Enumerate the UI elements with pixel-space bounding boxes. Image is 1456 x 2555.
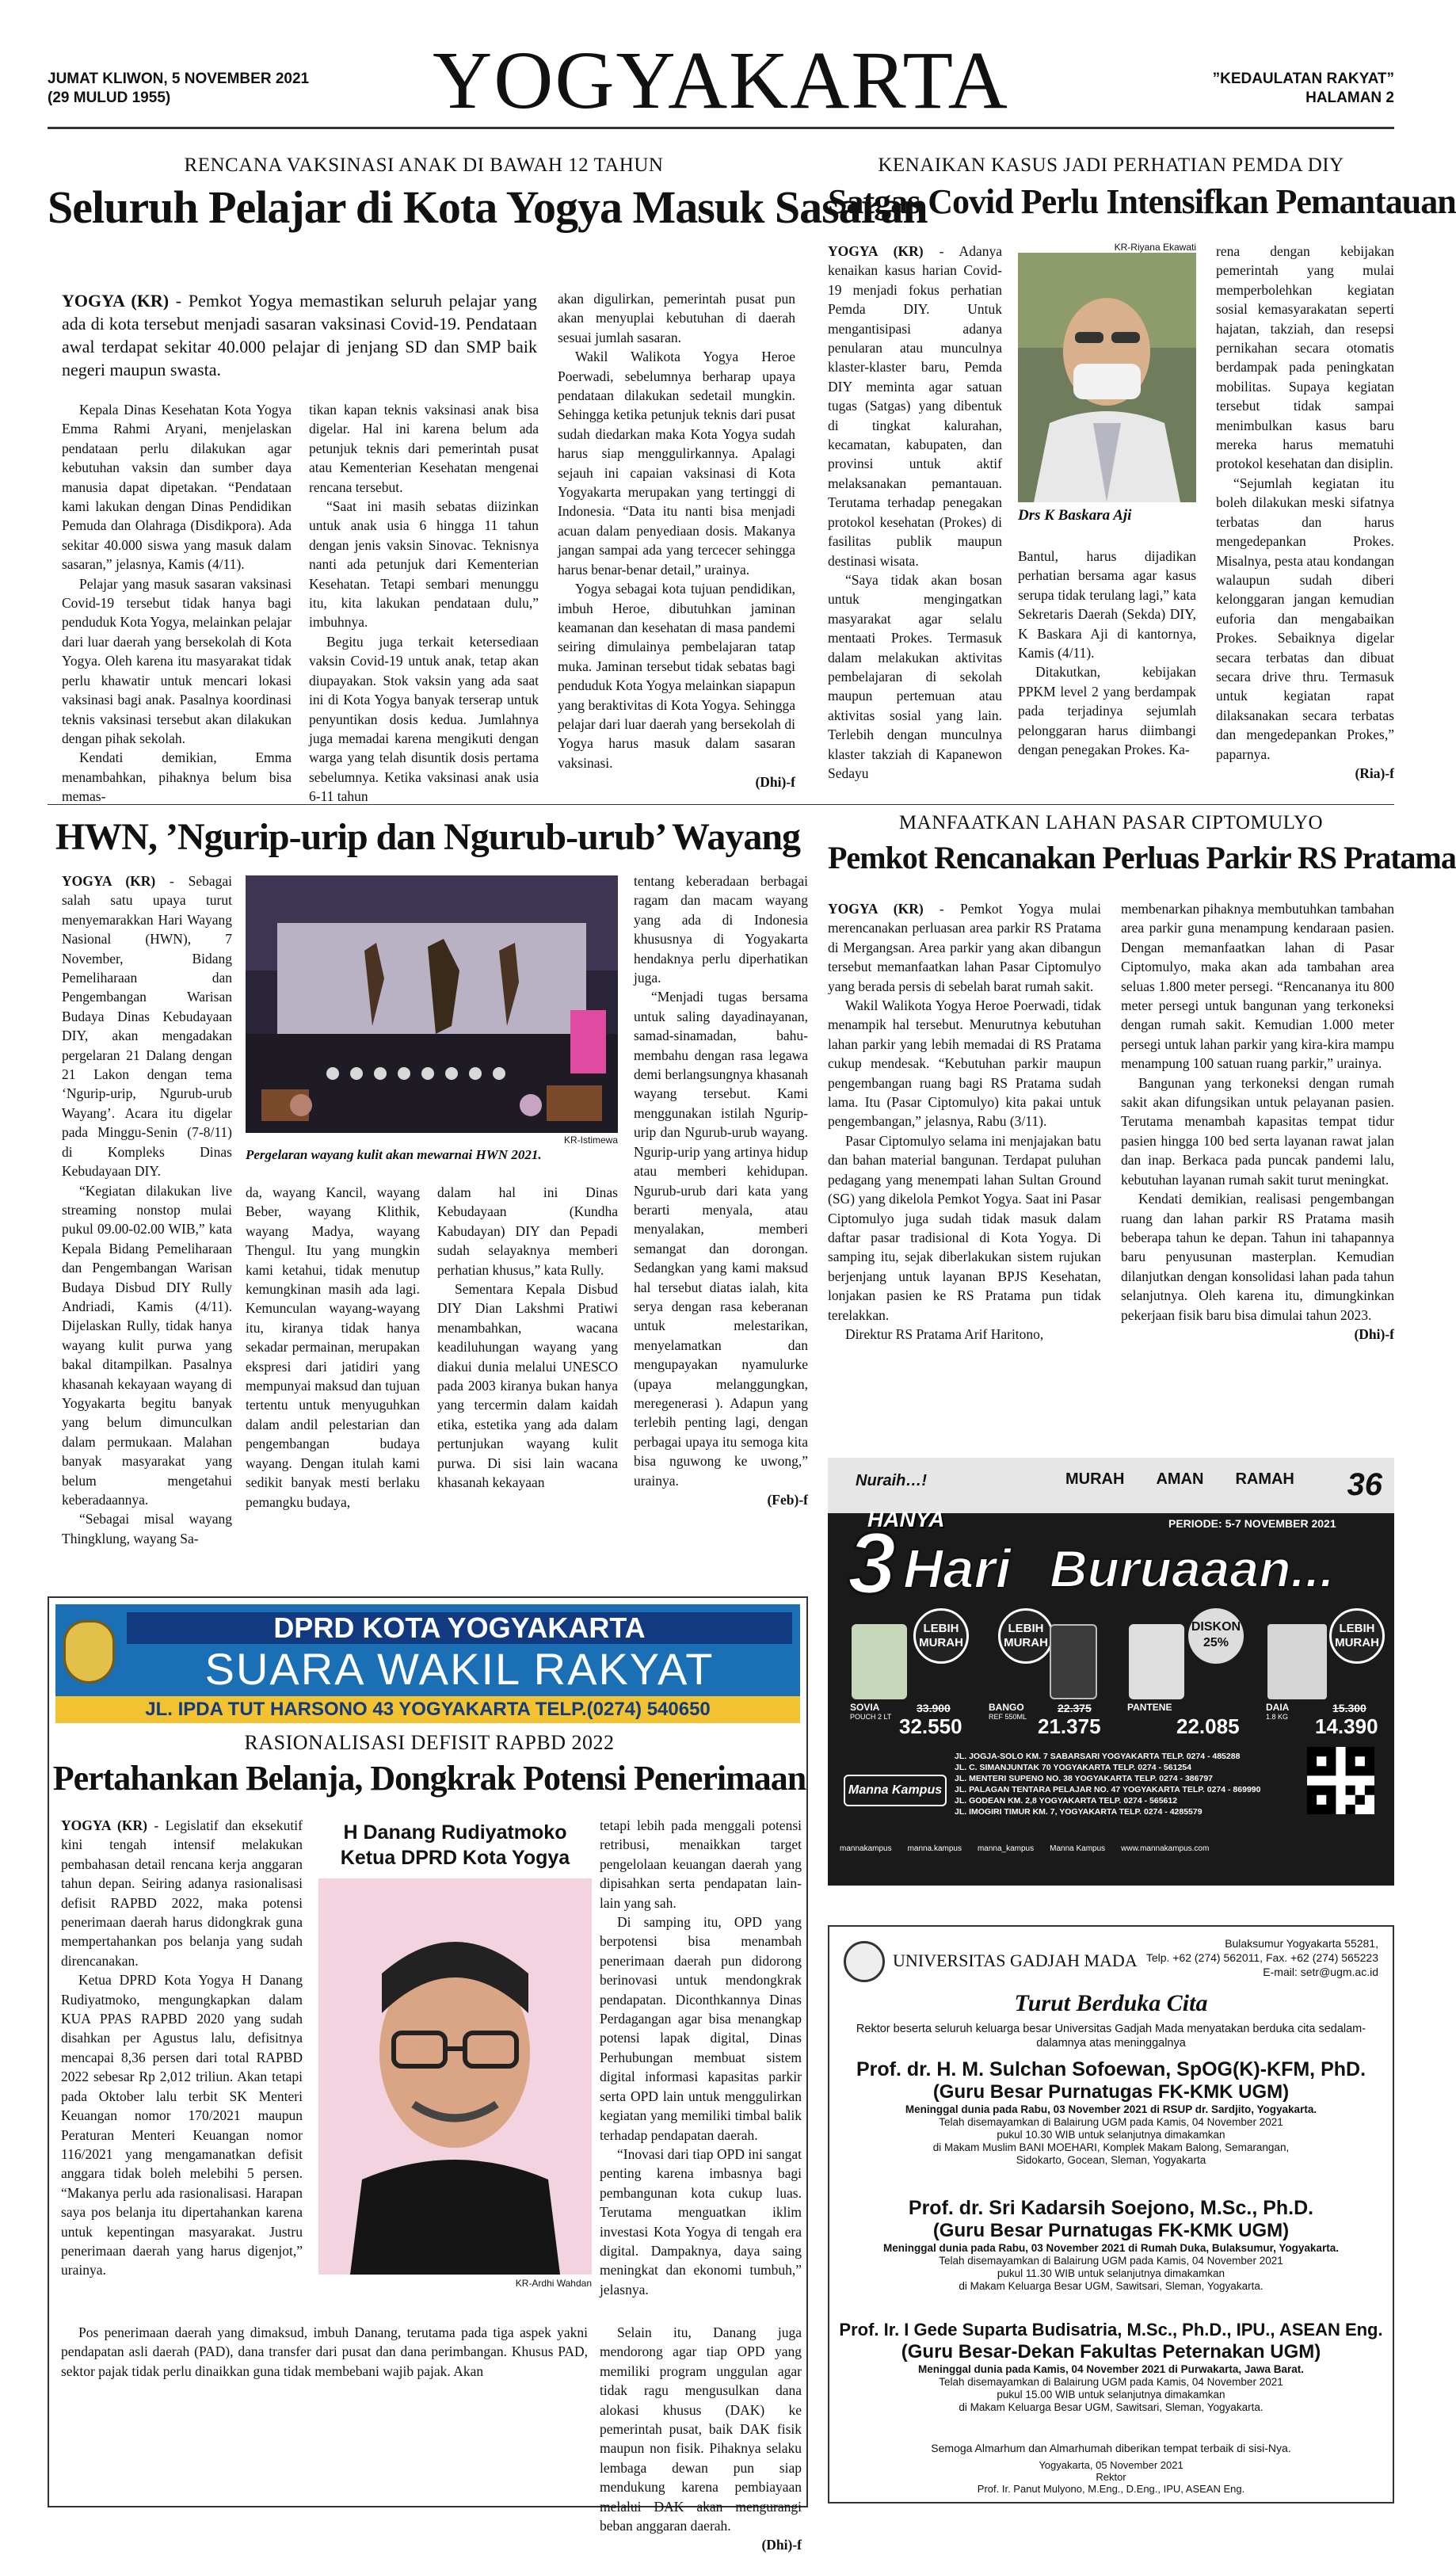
sign-place: Yogyakarta, 05 November 2021 — [1039, 2459, 1183, 2471]
ugm-logo-icon — [844, 1941, 885, 1982]
article-column — [600, 1816, 802, 2323]
store-address: JL. C. SIMANJUNTAK 70 YOGYAKARTA TELP. 0274 - 561254 — [955, 1763, 1191, 1772]
ad-hanya: HANYA — [867, 1507, 945, 1531]
ad-banner-text: Nuraih…! — [856, 1472, 927, 1489]
article-column — [246, 1183, 420, 1563]
paragraph: akan digulirkan, pemerintah pusat pun akan menyuplai kebutuhan di daerah sesuai jumlah sasaran. — [558, 291, 795, 345]
article-column — [1216, 242, 1394, 804]
paragraph: “Menjadi tugas bersama untuk saling dayadinayanan, samad-sinamadan, bahu-membahu dengan rasa legawa demi berlangsungnya khasanah wayang tersebut. Kami menggunakan istilah Ngurip-urip dan Ngurub-urub wayang. Ngurip-urip yang artinya hidup atau memberi kehidupan. Ngurub-urub dari kata yang berarti menyala, atau menyalakan, memberi semangat dan dorongan. Sedangkan yang kami maksud hal tersebut diatas ialah, kita serya dengan rasa keberanan untuk melestarikan, menyelamatkan dan mengupayakan nyamulurke (upaya melanggungkan, meregenerasi ). Adapun yang terlebih penting lagi, dengan perbagai upaya itu semoga kita bisa nguwong ke uwong,” urainya. — [634, 989, 808, 1489]
sign-name: Prof. Ir. Panut Mulyono, M.Eng., D.Eng., IPU, ASEAN Eng. — [977, 2483, 1245, 2495]
article-column — [828, 899, 1101, 1414]
person-name: Prof. dr. H. M. Sulchan Sofoewan, SpOG(K)-KFM, PhD. — [856, 2058, 1366, 2080]
product-card — [982, 1608, 1109, 1739]
article-column — [61, 2323, 588, 2505]
paragraph: “Kegiatan dilakukan live streaming nonstop mulai pukul 09.00-02.00 WIB,” kata Kepala Bidang Pemeliharaan dan Pengembangan Warisan Budaya Disbud DIY Rully Andriadi, Kamis (4/11). Dijelaskan Rully, tidak hanya wayang kulit purwa yang bakal ditampilkan. Pasalnya khasanah kekayaan wayang di Yogyakarta begitu banyak yang belum dimunculkan dalam permukaan. Malahan banyak masyarakat yang belum mengetahui keberadaannya. — [62, 1182, 232, 1508]
page-label — [1213, 70, 1394, 108]
article-satgas — [828, 154, 1456, 804]
section-title: YOGYAKARTA — [433, 35, 1009, 126]
store-address: JL. MENTERI SUPENO NO. 38 YOGYAKARTA TELP. 0274 - 386797 — [955, 1774, 1214, 1783]
ad-big-word: Hari — [903, 1538, 1012, 1600]
article-kicker: MANFAATKAN LAHAN PASAR CIPTOMULYO — [898, 812, 1324, 833]
paragraph: Yogya sebagai kota tujuan pendidikan, imbuh Heroe, dibutuhkan jaminan keamanan dan kesehatan di masa pandemi seiring dimulainya pembelajaran tatap muka. Jaminan tersebut tidak sebatas bagi penduduk Kota Yogya melainkan siapapun yang beraktivitas di Kota Yogya. Sehingga pelajar dari luar daerah yang bersekolah di Yogya harus masuk dalam sasaran vaksinasi. — [558, 581, 795, 771]
article-column — [600, 2323, 802, 2553]
dprd-crest-icon — [63, 1620, 115, 1684]
product-old-price: 33.900 — [917, 1702, 951, 1714]
paragraph: Wakil Walikota Yogya Heroe Poerwadi, tidak menampik hal tersebut. Menurutnya kebutuhan lahan parkir yang lebih memadai di RS Pratama cukup mendesak. “Kebutuhan parkir maupun pengembangan ruang bagi RS Pratama sudah lama. Itu (Pasar Ciptomulyo) kita pakai untuk pengembangan,” jelasnya, Rabu (3/11). — [828, 997, 1101, 1130]
article-headline: HWN, ’Ngurip-urip dan Ngurub-urub’ Wayang — [55, 816, 801, 858]
product-image — [852, 1624, 907, 1699]
ad-period: PERIODE: 5-7 NOVEMBER 2021 — [1168, 1517, 1336, 1530]
paragraph: Selain itu, Danang juga mendorong agar tiap OPD yang memiliki program unggulan agar tidak ragu mengusulkan dana alokasi khusus (DAK) ke pemerintah pusat, baik DAK fisik maupun non fisik. Pihaknya selaku lembaga dewan pun siap mendukung karena pembiayaan melalui DAK akan mengurangi beban anggaran daerah. — [600, 2324, 802, 2534]
paragraph: - Pemkot Yogya mulai merencanakan perluasan area parkir RS Pratama di Mergangsan. Area parkir yang akan dibangun tersebut memanfaatkan lahan Pasar Ciptomulyo yang berada persis di sebelah barat rumah sakit. — [828, 901, 1101, 994]
paragraph: Ditakutkan, kebijakan PPKM level 2 yang berdampak pada terjadinya sejumlah pelonggaran harus diimbangi dengan penegakan Prokes. Ka- — [1018, 664, 1196, 758]
ugm-person — [837, 2319, 1385, 2414]
product-card — [1260, 1608, 1386, 1739]
paragraph: tetapi lebih pada menggali potensi retribusi, menaikkan target pengelolaan keuangan daerah yang dipisahkan serta pendapatan lain-lain yang sah. — [600, 1817, 802, 1911]
product-image — [1267, 1624, 1327, 1699]
person-detail: Meninggal dunia pada Rabu, 03 November 2021 di RSUP dr. Sardjito, Yogyakarta. — [905, 2103, 1317, 2115]
paragraph: membenarkan pihaknya membutuhkan tambahan area parkir guna menampung kendaraan pasien. Dengan memanfaatkan lahan di Pasar Ciptomulyo, maka akan ada tambahan area seluas 1.800 meter persegi. “Rencananya itu 800 meter persegi untuk bangunan yang terkoneksi dengan rumah sakit. Kemudian 1.000 meter persegi untuk lahan parkir yang kira-kira mampu menampung 100 satuan ruang parkir,” urainya. — [1121, 901, 1394, 1072]
social-link: www.mannakampus.com — [1121, 1844, 1210, 1853]
product-price: 32.550 — [899, 1714, 962, 1738]
article-wayang — [48, 812, 808, 1565]
photo-caption: Drs K Baskara Aji — [1018, 507, 1132, 524]
paragraph: Di samping itu, OPD yang berpotensi bisa menambah penerimaan daerah pun didorong berinovasi untuk mendongkrak pendapatan. Diconthkannya Dinas Perdagangan agar bisa menangkap potensi lapak digital, Dinas Perhubungan membuat sistem digital informasi kapasitas parkir serta OPD lain untuk menggulirkan kegiatan yang memiliki timbal balik terhadap pendapatan daerah. — [600, 1914, 802, 2143]
photo-credit: KR-Ardhi Wahdan — [515, 2278, 592, 2289]
article-dateline: YOGYA (KR) — [828, 243, 924, 259]
paragraph: - Sebagai salah satu upaya turut menyemarakkan Hari Wayang Nasional (HWN), 7 November, Bidang Pemeliharaan dan Pengembangan Warisan Budaya Dinas Kebudayaan DIY, akan mengadakan pergelaran 21 Dalang dengan 21 Lakon dengan tema ‘Ngurip-urip, Ngurub-urub Wayang’. Acara itu digelar pada Minggu-Senin (7-8/11) di Kompleks Dinas Kebudayaan DIY. — [62, 873, 232, 1180]
paragraph: “Sebagai misal wayang Thingklung, wayang Sa- — [62, 1511, 232, 1546]
paragraph: Begitu juga terkait ketersediaan vaksin Covid-19 untuk anak, tetap akan diupayakan. Stok vaksin yang ada saat ini di Kota Yogya banyak terserap untuk penyuntikan dosis kedua. Jumlahnya juga memadai karena mengikuti dengan warga yang telah disuntik dosis pertama sebelumnya. Ketika vaksinasi anak usia 6-11 tahun — [309, 633, 539, 805]
store-address: JL. PALAGAN TENTARA PELAJAR NO. 47 YOGYAKARTA TELP. 0274 - 869990 — [955, 1785, 1261, 1794]
ad-anniversary: 36 — [1347, 1467, 1382, 1502]
paragraph: Bantul, harus dijadikan perhatian bersama agar kasus serupa tidak terulang lagi,” kata Sekretaris Daerah (Sekda) DIY, K Baskara Aji di kantornya, Kamis (4/11). — [1018, 548, 1196, 662]
product-price: 14.390 — [1315, 1714, 1378, 1738]
person-name: Prof. Ir. I Gede Suparta Budisatria, M.Sc., Ph.D., IPU., ASEAN Eng. — [839, 2320, 1383, 2340]
paragraph: Direktur RS Pratama Arif Haritono, — [845, 1325, 1044, 1342]
ugm-condolence — [828, 1925, 1394, 2504]
person-detail: Meninggal dunia pada Kamis, 04 November 2021 di Purwakarta, Jawa Barat. — [918, 2363, 1304, 2375]
divider — [48, 804, 1394, 805]
person-detail: di Makam Keluarga Besar UGM, Sawitsari, Sleman, Yogyakarta. — [959, 2401, 1264, 2413]
article-photo — [246, 875, 618, 1169]
article-signoff: (Feb)-f — [767, 1492, 808, 1508]
sign-role: Rektor — [1096, 2471, 1126, 2483]
product-image — [1050, 1624, 1097, 1699]
portrait-photo — [318, 1878, 592, 2275]
social-link: manna.kampus — [907, 1844, 962, 1853]
person-detail: pukul 11.30 WIB untuk selanjutnya dimakamkan — [997, 2267, 1225, 2279]
product-old-price: 22.375 — [1058, 1702, 1092, 1714]
article-column — [437, 1183, 618, 1563]
product-card — [1121, 1608, 1248, 1739]
issue-date-line2: (29 MULUD 1955) — [48, 90, 171, 106]
ad-products — [844, 1608, 1382, 1739]
article-signoff: (Dhi)-f — [1354, 1325, 1394, 1342]
paragraph: Pasar Ciptomulyo selama ini menjajakan batu dan bahan material bangunan. Terdapat puluhan pedagang yang menempati lahan Sultan Ground (SG) yang dikelola Pemkot Yogya. Saat ini Pasar Ciptomulyo juga sudah tidak masuk dalam daftar pasar tradisional di Kota Yogya. Di samping itu, sejak diberlakukan sistem rujukan berjenjang untuk layanan BPJS Kesehatan, lonjakan pasien ke RS Pratama pun tidak terelakkan. — [828, 1132, 1101, 1323]
issue-date-line1: JUMAT KLIWON, 5 NOVEMBER 2021 — [48, 71, 310, 87]
paragraph: Kendati demikian, Emma menambahkan, pihaknya belum bisa memas- — [62, 749, 292, 805]
article-dateline: YOGYA (KR) — [61, 1817, 147, 1833]
store-addresses — [955, 1751, 1295, 1817]
qr-code-icon — [1307, 1747, 1374, 1814]
article-column — [309, 400, 539, 804]
ugm-title: Turut Berduka Cita — [1014, 1990, 1208, 2016]
paragraph: Kepala Dinas Kesehatan Kota Yogya Emma Rahmi Aryani, menjelaskan pendataan perlu dilakukan agar kebutuhan vaksin dan sumber daya manusia dapat dipetakan. “Pendataan kami lakukan dengan Dinas Pendidikan Pemuda dan Olahraga (Disdikpora). Ada sekitar 40.000 siswa yang masuk dalam sasaran,” jelasnya, Kamis (4/11). — [62, 402, 292, 573]
article-photo — [1018, 242, 1196, 539]
product-name: BANGO — [989, 1702, 1024, 1713]
photo-credit: KR-Riyana Ekawati — [1114, 242, 1196, 253]
paragraph: rena dengan kebijakan pemerintah yang mulai memperbolehkan kegiatan sosial kemasyarakatan seperti hajatan, takziah, dan resepsi pernikahan secara otomatis berdampak pada peningkatan mobilitas. Supaya kegiatan tersebut tidak sampai menimbulkan kasus baru mereka harus mematuhi protokol kesehatan dan disiplin. — [1216, 243, 1394, 472]
article-column — [558, 289, 795, 804]
person-detail: di Makam Keluarga Besar UGM, Sawitsari, Sleman, Yogyakarta. — [959, 2280, 1264, 2292]
masthead-rule — [48, 127, 1394, 129]
ugm-address-line: Bulaksumur Yogyakarta 55281, — [1225, 1937, 1378, 1950]
article-column — [634, 871, 808, 1569]
dprd-banner — [55, 1604, 800, 1723]
price-badge: LEBIH MURAH — [998, 1608, 1054, 1664]
person-detail: pukul 10.30 WIB untuk selanjutnya dimakamkan — [997, 2129, 1225, 2141]
person-detail: Sidokarto, Gocean, Sleman, Yogyakarta — [1016, 2154, 1206, 2166]
ugm-name: UNIVERSITAS GADJAH MADA — [893, 1951, 1138, 1970]
ugm-person — [837, 2057, 1385, 2167]
social-link: manna_kampus — [977, 1844, 1035, 1853]
dprd-address-text: JL. IPDA TUT HARSONO 43 YOGYAKARTA TELP.(0274) 540650 — [145, 1699, 711, 1720]
product-sub: REF 550ML — [989, 1713, 1027, 1721]
person-detail: pukul 15.00 WIB untuk selanjutnya dimakamkan — [997, 2389, 1225, 2401]
ugm-signature — [829, 2459, 1393, 2495]
page-number: HALAMAN 2 — [1305, 90, 1394, 106]
product-price: 21.375 — [1038, 1714, 1101, 1738]
person-role: (Guru Besar-Dekan Fakultas Peternakan UGM) — [901, 2341, 1321, 2362]
paragraph: - Legislatif dan eksekutif kini tengah intensif melakukan pembahasan detail rencana kerja anggaran tahun depan. Seiring adanya rasionalisasi defisit RAPBD 2022, maka potensi penerimaan daerah harus didongkrak guna mempertahankan pos belanja yang sudah direncanakan. — [61, 1817, 303, 1969]
paragraph: Ketua DPRD Kota Yogya H Danang Rudiyatmoko, mengungkapkan dalam KUA PPAS RAPBD 2020 yang sudah disahkan per Agustus lalu, defisitnya mencapai 8,36 persen dari total RAPBD 2022 sebesar Rp 2,012 triliun. Akan tetapi pada Oktober lalu terbit SK Menteri Keuangan nomor 170/2021 maupun Peraturan Menteri Keuangan nomor 116/2021 yang mengamanatkan defisit anggara tidak boleh melebihi 5 persen. “Makanya perlu ada rasionalisasi. Harapan saya pos belanja itu dipertahankan karena untuk kepentingan masyarakat. Justru penerimaan daerah yang harus digenjot,” urainya. — [61, 1972, 303, 2279]
person-detail: di Makam Muslim BANI MOEHARI, Komplek Makam Balong, Semarangan, — [932, 2141, 1290, 2153]
price-badge: LEBIH MURAH — [1329, 1608, 1385, 1664]
product-sub: 1.8 KG — [1266, 1713, 1289, 1721]
article-column — [1018, 547, 1196, 804]
newspaper-name: ”KEDAULATAN RAKYAT” — [1212, 71, 1394, 87]
person-detail: Meninggal dunia pada Rabu, 03 November 2021 di Rumah Duka, Bulaksumur, Yogyakarta. — [883, 2242, 1339, 2254]
product-name: PANTENE — [1127, 1702, 1172, 1713]
paragraph: “Inovasi dari tiap OPD ini sangat penting karena imbasnya bagi pembangunan kota cukup luas. Terutama menguatkan iklim investasi Kota Yogya di tengah era digital. Dampaknya, daya saing meningkat dan ekonomi tumbuh,” jelasnya. — [600, 2145, 802, 2298]
article-dateline: YOGYA (KR) — [62, 873, 156, 889]
article-signoff: (Dhi)-f — [755, 774, 795, 791]
portrait-subtitle: Ketua DPRD Kota Yogya — [340, 1847, 570, 1869]
paragraph: dalam hal ini Dinas Kebudayaan (Kundha Kabudayan) DIY dan Pepadi sudah selayaknya memberi perhatian khusus,” kata Rully. — [437, 1184, 618, 1278]
paragraph: “Saat ini masih sebatas diizinkan untuk anak usia 6 hingga 11 tahun dengan jenis vaksin Sinovac. Teknisnya nanti ada petunjuk dari Kementerian Kesehatan. Tetapi sembari menunggu itu, kita lakukan pendataan dulu,” imbuhnya. — [309, 498, 539, 631]
portrait-title: H Danang Rudiyatmoko — [343, 1821, 567, 1844]
paragraph: - Adanya kenaikan kasus harian Covid-19 menjadi fokus perhatian Pemda DIY. Untuk mengantisipasi adanya penularan atau munculnya klaster-klaster baru, Pemda DIY meminta agar satuan tugas (Satgas) yang dibentuk di tingkat kalurahan, kecamatan, kabupaten, dan provinsi untuk aktif melaksanakan pemantauan. Terutama terhadap penegakan protokol kesehatan (Prokes) di fasilitas publik maupun destinasi wisata. — [828, 243, 1002, 569]
ad-tag: RAMAH — [1235, 1470, 1294, 1488]
person-role: (Guru Besar Purnatugas FK-KMK UGM) — [932, 2081, 1290, 2103]
portrait-photo — [1018, 253, 1196, 502]
paragraph: da, wayang Kancil, wayang Beber, wayang Klithik, wayang Madya, wayang Thengul. Itu yang mungkin kami ketahui, tidak menutup kemungkinan masih ada lagi. Kemunculan wayang-wayang itu, kiranya tidak hanya sekadar permainan, merupakan ekspresi dari jatidiri yang mempunyai maksud dan tujuan tertentu untuk menyuguhkan dalam andil pelestarian dan pengembangan budaya wayang. Dengan itulah kami sedikit banyak mesti berlaku pemangku budaya, — [246, 1184, 420, 1510]
product-name: DAIA — [1266, 1702, 1290, 1713]
ugm-address-line: E-mail: setr@ugm.ac.id — [1263, 1966, 1378, 1978]
person-detail: Telah disemayamkan di Balairung UGM pada Kamis, 04 November 2021 — [939, 2376, 1283, 2388]
ad-tags — [1065, 1470, 1294, 1489]
dprd-banner-title: DPRD KOTA YOGYAKARTA — [273, 1611, 646, 1644]
paragraph: Pos penerimaan daerah yang dimaksud, imbuh Danang, terutama pada tiga aspek yakni pendapatan asli daerah (PAD), dana transfer dari pusat dan dana perimbangan. Khusus PAD, sektor pajak tidak perlu dinaikkan guna tidak membebani wajib pajak. Akan — [61, 2324, 588, 2379]
article-column — [61, 1816, 303, 2323]
ad-tag: AMAN — [1156, 1470, 1204, 1488]
masthead — [48, 35, 1394, 126]
article-column — [828, 242, 1002, 804]
social-link: mannakampus — [840, 1844, 892, 1853]
paragraph: Wakil Walikota Yogya Heroe Poerwadi, sebelumnya berharap upaya pendataan dilakukan sedetail mungkin. Sehingga ketika petunjuk teknis dari pusat sudah diedarkan maka Kota Yogya sudah harus siap menggulirkannya. Apalagi sejauh ini capaian vaksinasi di Kota Yogyakarta merupakan yang tertinggi di Indonesia. “Data itu nanti bisa menjadi acuan dalam penyediaan dosis. Makanya jangan sampai ada yang tercecer sehingga harus benar-benar detail,” urainya. — [558, 349, 795, 578]
article-kicker: RASIONALISASI DEFISIT RAPBD 2022 — [244, 1731, 615, 1754]
article-headline: Pertahankan Belanja, Dongkrak Potensi Penerimaan — [52, 1759, 806, 1798]
paragraph: “Saya tidak akan bosan untuk mengingatkan masyarakat agar selalu mentaati Prokes. Termasuk dalam melakukan aktivitas pembelajaran di sekolah maupun pertemuan atau aktivitas sosial yang lain. Terlebih dengan munculnya klaster takziah di Kapanewon Sedayu — [828, 571, 1002, 781]
ugm-person — [837, 2196, 1385, 2293]
article-parkir — [828, 812, 1456, 1414]
article-kicker: KENAIKAN KASUS JADI PERHATIAN PEMDA DIY — [878, 154, 1344, 176]
ugm-address — [1146, 1936, 1378, 1979]
product-old-price: 15.300 — [1332, 1702, 1366, 1714]
article-dateline: YOGYA (KR) — [828, 901, 924, 917]
dprd-banner-main: SUARA WAKIL RAKYAT — [204, 1644, 715, 1694]
photo-caption: Pergelaran wayang kulit akan mewarnai HWN 2021. — [246, 1147, 542, 1162]
store-address: JL. IMOGIRI TIMUR KM. 7, YOGYAKARTA TELP. 0274 - 4285579 — [955, 1807, 1203, 1817]
dprd-portrait — [318, 1820, 592, 2319]
social-links — [840, 1844, 1386, 1853]
article-column — [62, 400, 292, 804]
paragraph: Pelajar yang masuk sasaran vaksinasi Covid-19 tersebut tidak hanya bagi penduduk Kota Yogya, melainkan pelajar dari luar daerah yang bersekolah di Kota Yogya. Oleh karena itu masyarakat tidak perlu khawatir untuk mencari lokasi vaksinasi bagi anak. Pasalnya koordinasi teknis vaksinasi tersebut akan dilakukan dengan pihak sekolah. — [62, 575, 292, 746]
article-headline: Pemkot Rencanakan Perluas Parkir RS Pratama — [828, 840, 1456, 875]
article-lead — [62, 289, 537, 381]
store-logo: Manna Kampus — [844, 1775, 947, 1806]
photo-credit: KR-Istimewa — [563, 1134, 618, 1146]
paragraph: tikan kapan teknis vaksinasi anak bisa digelar. Hal ini karena belum ada petunjuk teknis dari pemerintah pusat atau Kementerian Kesehatan mengenai rencana tersebut. — [309, 402, 539, 495]
product-name: SOVIA — [850, 1702, 880, 1713]
product-price: 22.085 — [1176, 1714, 1240, 1738]
person-detail: Telah disemayamkan di Balairung UGM pada Kamis, 04 November 2021 — [939, 2255, 1283, 2267]
ad-tag: MURAH — [1065, 1470, 1125, 1488]
store-address: JL. GODEAN KM. 2,8 YOGYAKARTA TELP. 0274 - 565612 — [955, 1796, 1178, 1806]
article-column — [62, 871, 232, 1569]
ad-big-number: 3 — [848, 1515, 897, 1612]
product-sub: POUCH 2 LT — [850, 1713, 892, 1721]
product-card — [844, 1608, 970, 1739]
discount-badge: DISKON 25% — [1188, 1608, 1244, 1664]
paragraph: “Sejumlah kegiatan itu boleh dilakukan meski sifatnya terbatas dan harus mengedepankan Prokes. Misalnya, pesta atau kondangan walaupun sudah diberi kelonggaran jangan kemudian euforia dan mengabaikan Prokes. Sebaiknya digelar secara terbatas dan dibuat secara drive thru. Termasuk untuk kegiatan rapat dilaksanakan secara terbatas dan mengedepankan Prokes,” paparnya. — [1216, 475, 1394, 762]
ugm-closing: Semoga Almarhum dan Almarhumah diberikan tempat terbaik di sisi-Nya. — [931, 2442, 1291, 2454]
paragraph: Sementara Kepala Disbud DIY Dian Lakshmi Pratiwi menambahkan, wacana keadiluhungan wayang yang diakui dunia melalui UNESCO pada 2003 kiranya bukan hanya yang tercermin dalam kaidah etika, estetika yang ada dalam pertunjukan wayang kulit purwa. Di sisi lain wacana khasanah kekayaan — [437, 1281, 618, 1491]
article-headline: Seluruh Pelajar di Kota Yogya Masuk Sasaran — [48, 181, 928, 233]
article-dateline: YOGYA (KR) — [62, 291, 170, 311]
article-signoff: (Dhi)-f — [761, 2537, 802, 2553]
store-advertisement — [828, 1458, 1394, 1886]
article-headline: Satgas Covid Perlu Intensifkan Pemantauan — [828, 182, 1456, 221]
person-detail: Telah disemayamkan di Balairung UGM pada Kamis, 04 November 2021 — [939, 2116, 1283, 2128]
wayang-performance-photo — [246, 875, 618, 1133]
store-address: JL. JOGJA-SOLO KM. 7 SABARSARI YOGYAKARTA TELP. 0274 - 485288 — [955, 1752, 1241, 1761]
price-badge: LEBIH MURAH — [913, 1608, 969, 1664]
ad-big-shout: Buruaaan... — [1050, 1539, 1335, 1598]
product-image — [1129, 1624, 1184, 1699]
paragraph: Bangunan yang terkoneksi dengan rumah sakit akan difungsikan untuk pelayanan pasien. Terutama menambah kapasitas tempat tidur pasien hingga 100 bed serta layanan rawat jalan dan inap. Berkaca pada puncak pandemi lalu, kebutuhan layanan rumah sakit turut meningkat. — [1121, 1074, 1394, 1188]
person-name: Prof. dr. Sri Kadarsih Soejono, M.Sc., Ph.D. — [908, 2197, 1314, 2219]
person-role: (Guru Besar Purnatugas FK-KMK UGM) — [932, 2220, 1290, 2241]
social-link: Manna Kampus — [1050, 1844, 1106, 1853]
ugm-address-line: Telp. +62 (274) 562011, Fax. +62 (274) 565223 — [1145, 1951, 1378, 1964]
article-kicker: RENCANA VAKSINASI ANAK DI BAWAH 12 TAHUN — [184, 154, 664, 176]
ugm-intro: Rektor beserta seluruh keluarga besar Universitas Gadjah Mada menyatakan berduka cita sedalam-dalamnya atas meninggalnya — [856, 2023, 1366, 2050]
article-signoff: (Ria)-f — [1355, 765, 1394, 781]
paragraph: tentang keberadaan berbagai ragam dan macam wayang yang ada di Indonesia khususnya di Yogyakarta hendaknya perlu diperhatikan juga. — [634, 873, 808, 986]
article-column — [1121, 899, 1394, 1414]
paragraph: Kendati demikian, realisasi pengembangan ruang dan lahan parkir RS Pratama masih beberapa tahun ke depan. Tahun ini tahapannya baru penyusunan masterplan. Kemudian dilanjutkan dengan konsolidasi lahan pada tahun selanjutnya. Oleh karena itu, dimungkinkan pekerjaan fisik baru bisa dimulai tahun 2023. — [1121, 1191, 1394, 1323]
article-lead-text: - Pemkot Yogya memastikan seluruh pelajar yang ada di kota tersebut menjadi sasaran vaksinasi Covid-19. Pendataan awal terdapat sekitar 40.000 pelajar di jenjang SD dan SMP baik negeri maupun swasta. — [62, 291, 537, 379]
dprd-section — [48, 1596, 808, 2553]
